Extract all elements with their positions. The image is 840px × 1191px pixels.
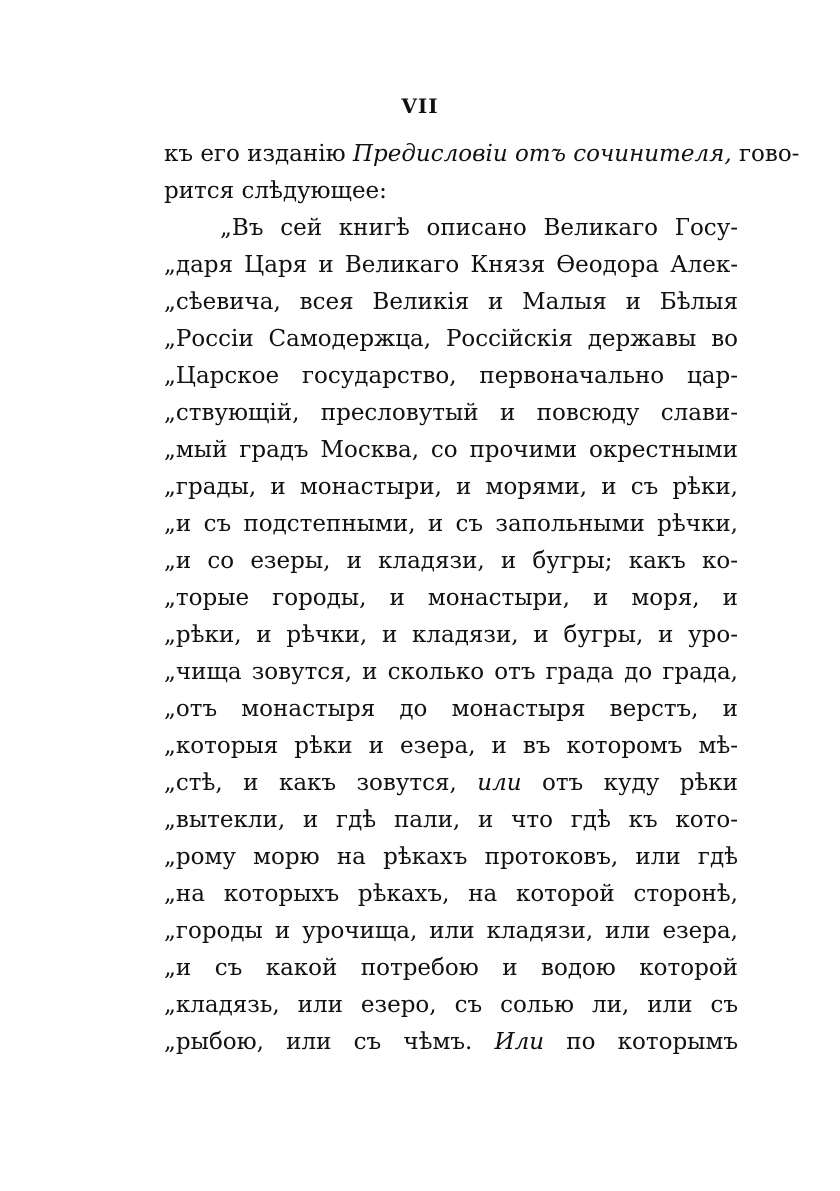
- text-line-8: „ствующій, пресловутый и повсюду слави-: [164, 400, 738, 426]
- text-line-18-part-1: „стѣ, и какъ зовутся,: [164, 770, 478, 796]
- text-line-13: „торые городы, и монастыри, и моря, и: [164, 585, 738, 611]
- text-line-15: „чища зовутся, и сколько отъ града до града,: [164, 659, 738, 685]
- text-line-12: „и со езеры, и кладязи, и бугры; какъ ко-: [164, 548, 738, 574]
- text-line-21: „на которыхъ рѣкахъ, на которой сторонѣ,: [164, 881, 738, 907]
- text-line-7: „Царское государство, первоначально цар-: [164, 363, 738, 389]
- text-line-22: „городы и урочища, или кладязи, или езера,: [164, 918, 738, 944]
- text-line-25-part-1: „рыбою, или съ чѣмъ.: [164, 1029, 495, 1055]
- text-line-1-part-3: гово-: [731, 141, 800, 167]
- text-line-18-part-3: отъ куду рѣки: [521, 770, 738, 796]
- text-line-4: „даря Царя и Великаго Князя Ѳеодора Алек-: [164, 252, 738, 278]
- text-line-18-italic: или: [477, 770, 522, 796]
- body-text: [164, 136, 800, 1061]
- text-line-16: „отъ монастыря до монастыря верстъ, и: [164, 696, 738, 722]
- text-line-11: „и съ подстепными, и съ запольными рѣчки,: [164, 511, 738, 537]
- page-number: VII: [401, 94, 439, 118]
- text-line-14: „рѣки, и рѣчки, и кладязи, и бугры, и уро-: [164, 622, 738, 648]
- text-line-18: [164, 765, 738, 802]
- text-line-25-italic: Или: [494, 1029, 545, 1055]
- text-line-19: „вытекли, и гдѣ пали, и что гдѣ къ кото-: [164, 807, 738, 833]
- text-line-25-part-3: по которымъ: [544, 1029, 738, 1055]
- text-line-25: [164, 1024, 738, 1061]
- text-line-9: „мый градъ Москва, со прочими окрестными: [164, 437, 738, 463]
- text-line-6: „Россіи Самодержца, Россійскія державы во: [164, 326, 738, 352]
- text-line-10: „грады, и монастыри, и морями, и съ рѣки,: [164, 474, 738, 500]
- text-line-20: „рому морю на рѣкахъ протоковъ, или гдѣ: [164, 844, 738, 870]
- text-line-1: [164, 136, 800, 173]
- text-line-23: „и съ какой потребою и водою которой: [164, 955, 738, 981]
- text-line-2: рится слѣдующее:: [164, 178, 387, 204]
- text-line-1-part-1: къ его изданію: [164, 141, 353, 167]
- text-line-5: „сѣевича, всея Великія и Малыя и Бѣлыя: [164, 289, 738, 315]
- text-line-24: „кладязь, или езеро, съ солью ли, или съ: [164, 992, 738, 1018]
- text-line-3: „Въ сей книгѣ описано Великаго Госу-: [220, 215, 738, 241]
- text-line-1-title-italic: Предисловіи отъ сочинителя,: [352, 141, 732, 167]
- text-line-17: „которыя рѣки и езера, и въ которомъ мѣ-: [164, 733, 738, 759]
